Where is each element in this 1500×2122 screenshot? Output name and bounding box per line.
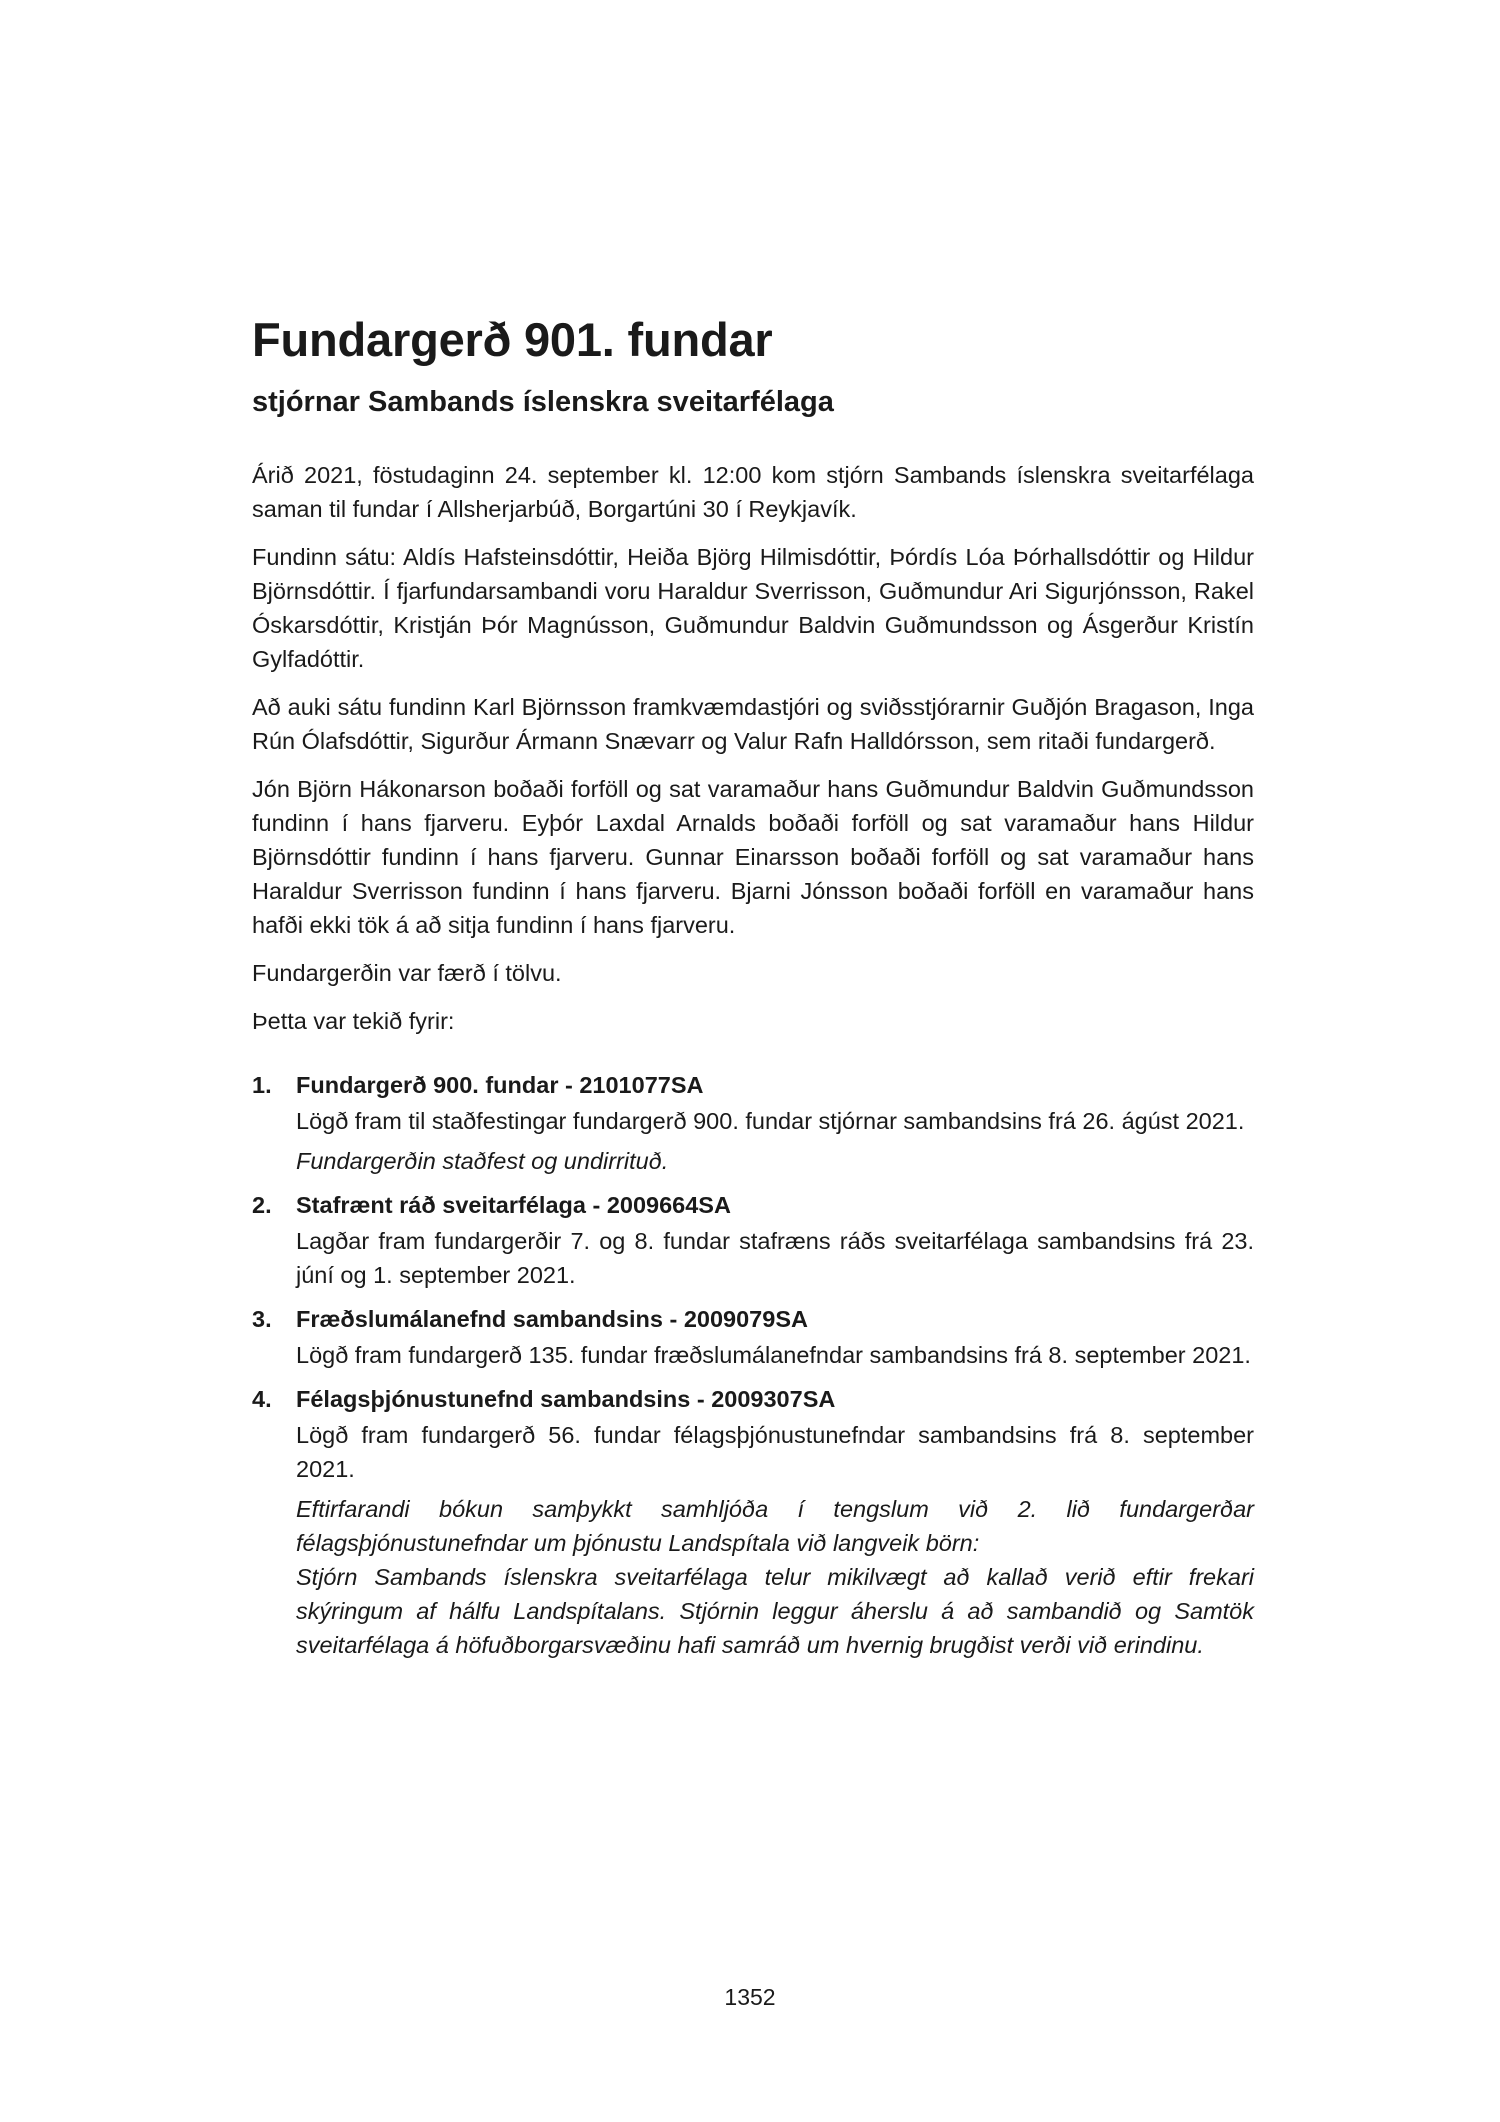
agenda-item-number: 4. xyxy=(252,1386,272,1412)
document-subtitle: stjórnar Sambands íslenskra sveitarfélaga xyxy=(252,386,834,418)
agenda-list xyxy=(252,1068,1254,1662)
agenda-item xyxy=(252,1302,1254,1372)
agenda-item-text: Lagðar fram fundargerðir 7. og 8. fundar stafræns ráðs sveitarfélaga sambandsins frá 23. júní og 1. september 2021. xyxy=(296,1228,1254,1288)
agenda-item-title: Félagsþjónustunefnd sambandsins - 2009307SA xyxy=(296,1386,836,1412)
agenda-item-title: Fundargerð 900. fundar - 2101077SA xyxy=(296,1072,704,1098)
document-page xyxy=(252,312,1254,1672)
paragraph-staff: Að auki sátu fundinn Karl Björnsson framkvæmdastjóri og sviðsstjórarnir Guðjón Bragason, Inga Rún Ólafsdóttir, Sigurður Ármann Snævarr og Valur Rafn Halldórsson, sem ritaði fundargerð. xyxy=(252,694,1254,754)
agenda-item-number: 3. xyxy=(252,1306,272,1332)
agenda-item xyxy=(252,1068,1254,1178)
agenda-item-text: Lögð fram fundargerð 135. fundar fræðslumálanefndar sambandsins frá 8. september 2021. xyxy=(296,1342,1251,1368)
paragraph-recorded: Fundargerðin var færð í tölvu. xyxy=(252,960,562,986)
agenda-item-text: Lögð fram til staðfestingar fundargerð 900. fundar stjórnar sambandsins frá 26. ágúst 2021. xyxy=(296,1108,1245,1134)
agenda-item xyxy=(252,1382,1254,1662)
agenda-item-resolution: Stjórn Sambands íslenskra sveitarfélaga telur mikilvægt að kallað verið eftir frekari skýringum af hálfu Landspítalans. Stjórnin leggur áherslu á að sambandið og Samtök sveitarfélaga á höfuðborgarsvæðinu hafi samráð um hvernig brugðist verði við erindinu. xyxy=(296,1564,1254,1658)
agenda-item-number: 2. xyxy=(252,1192,272,1218)
agenda-item-title: Fræðslumálanefnd sambandsins - 2009079SA xyxy=(296,1306,808,1332)
paragraph-attendees: Fundinn sátu: Aldís Hafsteinsdóttir, Heiða Björg Hilmisdóttir, Þórdís Lóa Þórhallsdóttir og Hildur Björnsdóttir. Í fjarfundarsambandi voru Haraldur Sverrisson, Guðmundur Ari Sigurjónsson, Rakel Óskarsdóttir, Kristján Þór Magnússon, Guðmundur Baldvin Guðmundsson og Ásgerður Kristín Gylfadóttir. xyxy=(252,544,1254,672)
page-number: 1352 xyxy=(724,1984,776,2010)
agenda-item xyxy=(252,1188,1254,1292)
agenda-item-note: Eftirfarandi bókun samþykkt samhljóða í tengslum við 2. lið fundargerðar félagsþjónustunefndar um þjónustu Landspítala við langveik börn: xyxy=(296,1496,1254,1556)
agenda-item-number: 1. xyxy=(252,1072,272,1098)
paragraph-meeting-info: Árið 2021, föstudaginn 24. september kl. 12:00 kom stjórn Sambands íslenskra sveitarfélaga saman til fundar í Allsherjarbúð, Borgartúni 30 í Reykjavík. xyxy=(252,462,1254,522)
document-title: Fundargerð 901. fundar xyxy=(252,313,773,366)
agenda-item-text: Lögð fram fundargerð 56. fundar félagsþjónustunefndar sambandsins frá 8. september 2021. xyxy=(296,1422,1254,1482)
agenda-item-note: Fundargerðin staðfest og undirrituð. xyxy=(296,1148,669,1174)
paragraph-agenda-intro: Þetta var tekið fyrir: xyxy=(252,1008,455,1034)
agenda-item-title: Stafrænt ráð sveitarfélaga - 2009664SA xyxy=(296,1192,731,1218)
paragraph-absences: Jón Björn Hákonarson boðaði forföll og sat varamaður hans Guðmundur Baldvin Guðmundsson fundinn í hans fjarveru. Eyþór Laxdal Arnalds boðaði forföll og sat varamaður hans Hildur Björnsdóttir fundinn í hans fjarveru. Gunnar Einarsson boðaði forföll og sat varamaður hans Haraldur Sverrisson fundinn í hans fjarveru. Bjarni Jónsson boðaði forföll en varamaður hans hafði ekki tök á að sitja fundinn í hans fjarveru. xyxy=(252,776,1254,938)
